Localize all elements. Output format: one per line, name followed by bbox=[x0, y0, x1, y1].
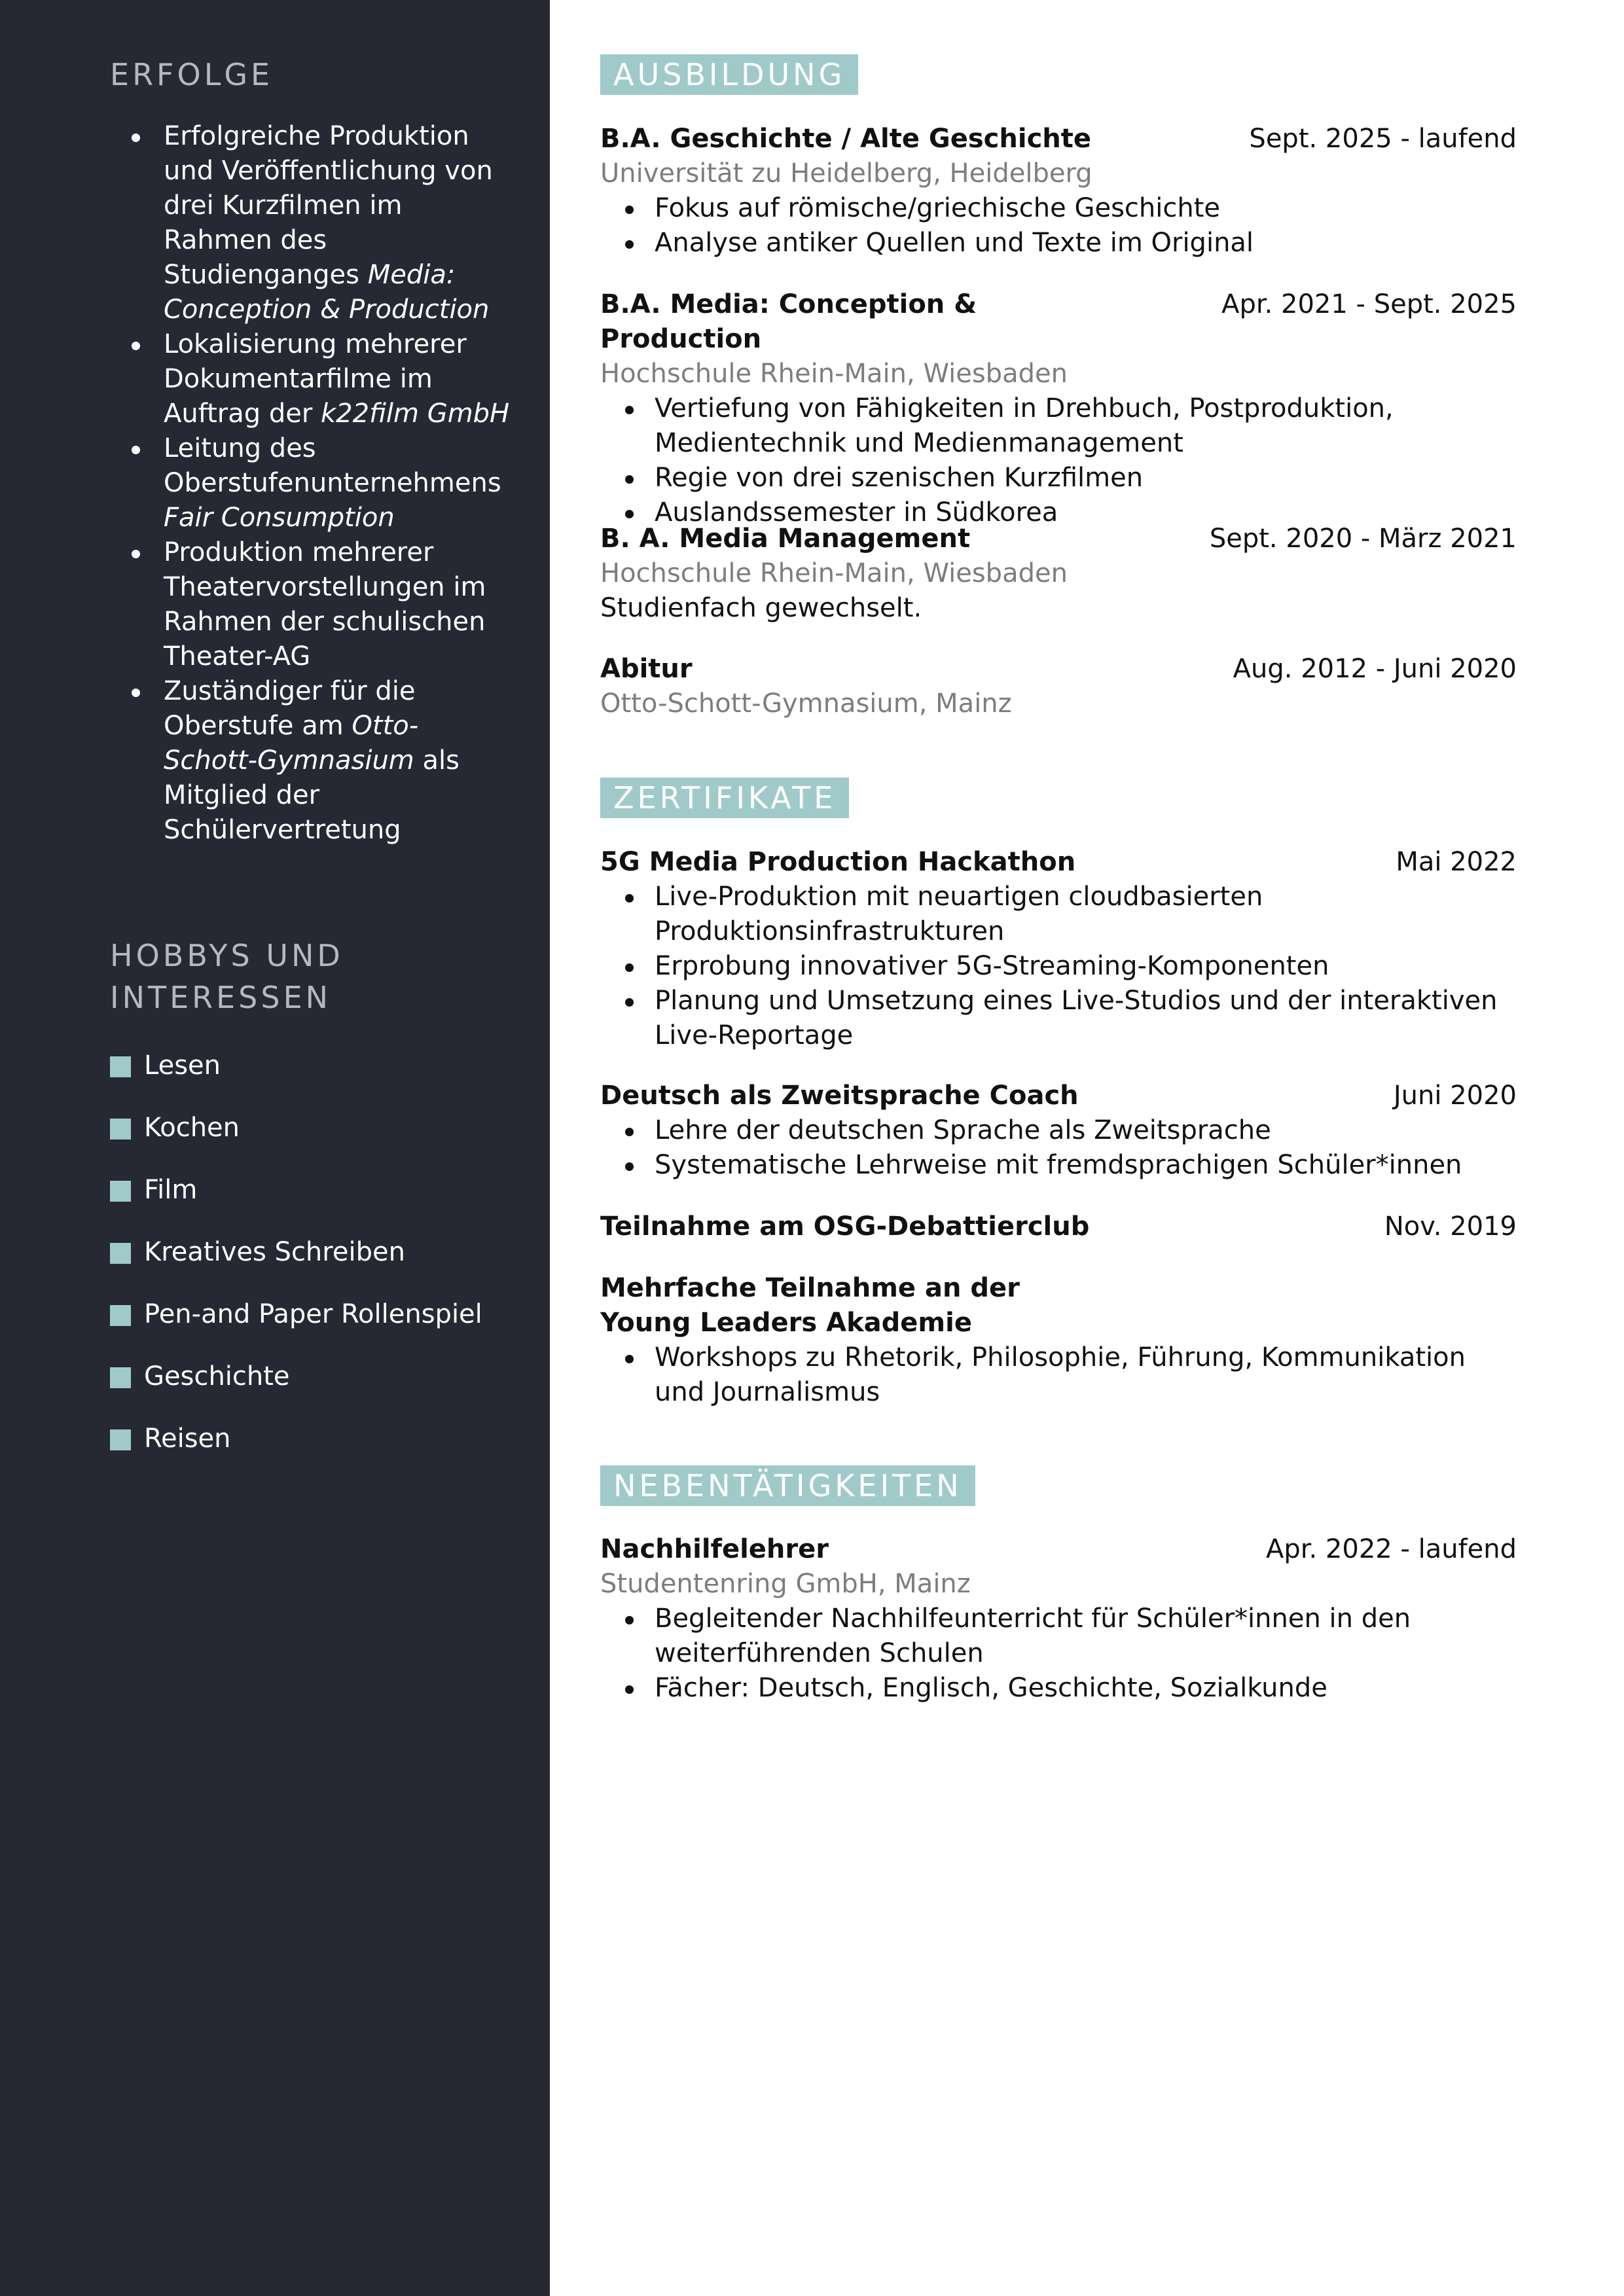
achievement-item: Produktion mehrerer Theatervorstellungen im Rahmen der schulischen Theater-AG bbox=[164, 535, 511, 674]
bullet-item: Planung und Umsetzung eines Live-Studios und der interaktiven Live-Reportage bbox=[655, 984, 1517, 1053]
hobbies-heading: HOBBYS UND INTERESSEN bbox=[110, 938, 344, 1015]
entry-institution: Otto-Schott-Gymnasium, Mainz bbox=[600, 689, 1012, 719]
certificate-entry bbox=[600, 1079, 1517, 1183]
achievements-heading: ERFOLGE bbox=[110, 57, 274, 92]
entry-institution: Universität zu Heidelberg, Heidelberg bbox=[600, 158, 1092, 188]
education-entry bbox=[600, 287, 1517, 530]
entry-title: 5G Media Production Hackathon bbox=[600, 847, 1076, 877]
side-job-entry bbox=[600, 1532, 1517, 1706]
entry-title: Mehrfache Teilnahme an der Young Leaders Akademie bbox=[600, 1273, 1020, 1338]
entry-title: Teilnahme am OSG-Debattierclub bbox=[600, 1211, 1090, 1242]
entry-title: Abitur bbox=[600, 654, 693, 684]
entry-institution: Hochschule Rhein-Main, Wiesbaden bbox=[600, 359, 1068, 389]
entry-date: Nov. 2019 bbox=[1384, 1211, 1517, 1242]
bullet-item: Live-Produktion mit neuartigen cloudbasierten Produktionsinfrastrukturen bbox=[655, 880, 1517, 949]
education-entry bbox=[600, 652, 1517, 721]
certificate-entry bbox=[600, 845, 1517, 1053]
achievement-item: Leitung des Oberstufenunternehmens Fair Consumption bbox=[164, 431, 511, 535]
entry-date: Sept. 2020 - März 2021 bbox=[1209, 524, 1517, 554]
bullet-item: Analyse antiker Quellen und Texte im Original bbox=[655, 226, 1517, 260]
bullet-item: Lehre der deutschen Sprache als Zweitsprache bbox=[655, 1113, 1517, 1148]
achievements-section bbox=[110, 54, 503, 96]
bullet-item: Systematische Lehrweise mit fremdsprachigen Schüler*innen bbox=[655, 1148, 1517, 1183]
hobbies-section bbox=[110, 935, 503, 1018]
certificates-heading: ZERTIFIKATE bbox=[600, 778, 849, 818]
education-entry bbox=[600, 122, 1517, 260]
entry-title: B.A. Geschichte / Alte Geschichte bbox=[600, 124, 1092, 154]
entry-title: Deutsch als Zweitsprache Coach bbox=[600, 1081, 1079, 1111]
entry-date: Sept. 2025 - laufend bbox=[1249, 124, 1517, 154]
certificate-entry bbox=[600, 1210, 1517, 1244]
bullet-item: Begleitender Nachhilfeunterricht für Schüler*innen in den weiterführenden Schulen bbox=[655, 1602, 1517, 1671]
bullet-item: Auslandssemester in Südkorea bbox=[655, 495, 1517, 530]
square-bullet-icon bbox=[110, 1056, 131, 1077]
entry-note: Studienfach gewechselt. bbox=[600, 593, 922, 623]
education-entry bbox=[600, 522, 1517, 626]
entry-date: Mai 2022 bbox=[1396, 847, 1517, 877]
entry-bullets bbox=[600, 191, 1517, 260]
square-bullet-icon bbox=[110, 1305, 131, 1326]
entry-institution: Hochschule Rhein-Main, Wiesbaden bbox=[600, 558, 1068, 588]
square-bullet-icon bbox=[110, 1243, 131, 1264]
bullet-item: Erprobung innovativer 5G-Streaming-Komponenten bbox=[655, 949, 1517, 984]
entry-date: Juni 2020 bbox=[1393, 1081, 1517, 1111]
certificate-entry bbox=[600, 1271, 1517, 1410]
square-bullet-icon bbox=[110, 1367, 131, 1388]
square-bullet-icon bbox=[110, 1181, 131, 1202]
entry-bullets bbox=[600, 1113, 1517, 1183]
entry-bullets bbox=[600, 1602, 1517, 1706]
achievement-item: Lokalisierung mehrerer Dokumentarfilme im Auftrag der k22film GmbH bbox=[164, 327, 511, 431]
bullet-item: Regie von drei szenischen Kurzfilmen bbox=[655, 461, 1517, 495]
side-jobs-heading: NEBENTÄTIGKEITEN bbox=[600, 1465, 975, 1506]
achievements-list bbox=[164, 119, 511, 848]
entry-title: Nachhilfelehrer bbox=[600, 1534, 829, 1564]
entry-title: B. A. Media Management bbox=[600, 524, 971, 554]
entry-title: B.A. Media: Conception & Production bbox=[600, 289, 977, 354]
entry-bullets bbox=[600, 1340, 1517, 1410]
entry-bullets bbox=[600, 391, 1517, 530]
bullet-item: Fächer: Deutsch, Englisch, Geschichte, Sozialkunde bbox=[655, 1671, 1517, 1706]
entry-date: Apr. 2022 - laufend bbox=[1265, 1534, 1517, 1564]
entry-date: Aug. 2012 - Juni 2020 bbox=[1233, 654, 1517, 684]
entry-bullets bbox=[600, 880, 1517, 1053]
entry-date: Apr. 2021 - Sept. 2025 bbox=[1221, 289, 1517, 319]
achievement-item: Erfolgreiche Produktion und Veröffentlichung von drei Kurzfilmen im Rahmen des Studienganges Media: Conception & Production bbox=[164, 119, 511, 327]
bullet-item: Fokus auf römische/griechische Geschichte bbox=[655, 191, 1517, 226]
square-bullet-icon bbox=[110, 1119, 131, 1139]
bullet-item: Vertiefung von Fähigkeiten in Drehbuch, Postproduktion, Medientechnik und Medienmanagement bbox=[655, 391, 1517, 461]
entry-institution: Studentenring GmbH, Mainz bbox=[600, 1569, 971, 1599]
sidebar: ERFOLGE Erfolgreiche Produktion und Veröffentlichung von drei Kurzfilmen im Rahmen des Studienganges Media: Conception & Production Lokalisierung mehrerer Dokumentarfilme im Auftrag der k22film GmbH Leitung des Oberstufenunternehmens Fair Consumption Produktion mehrerer Theatervorstellungen im Rahmen der schulischen Theater-AG Zuständiger für die Oberstufe am Otto-Schott-Gymnasium als Mitglied der Schülervertretung HOBBYS UND INTERESSEN Lesen Kochen Film Kreatives Schreiben Pen-and Paper Rollenspiel Geschichte Reisen bbox=[0, 0, 550, 2296]
achievement-item: Zuständiger für die Oberstufe am Otto-Schott-Gymnasium als Mitglied der Schülervertretung bbox=[164, 674, 511, 848]
education-heading: AUSBILDUNG bbox=[600, 54, 858, 95]
bullet-item: Workshops zu Rhetorik, Philosophie, Führung, Kommunikation und Journalismus bbox=[655, 1340, 1517, 1410]
square-bullet-icon bbox=[110, 1429, 131, 1450]
